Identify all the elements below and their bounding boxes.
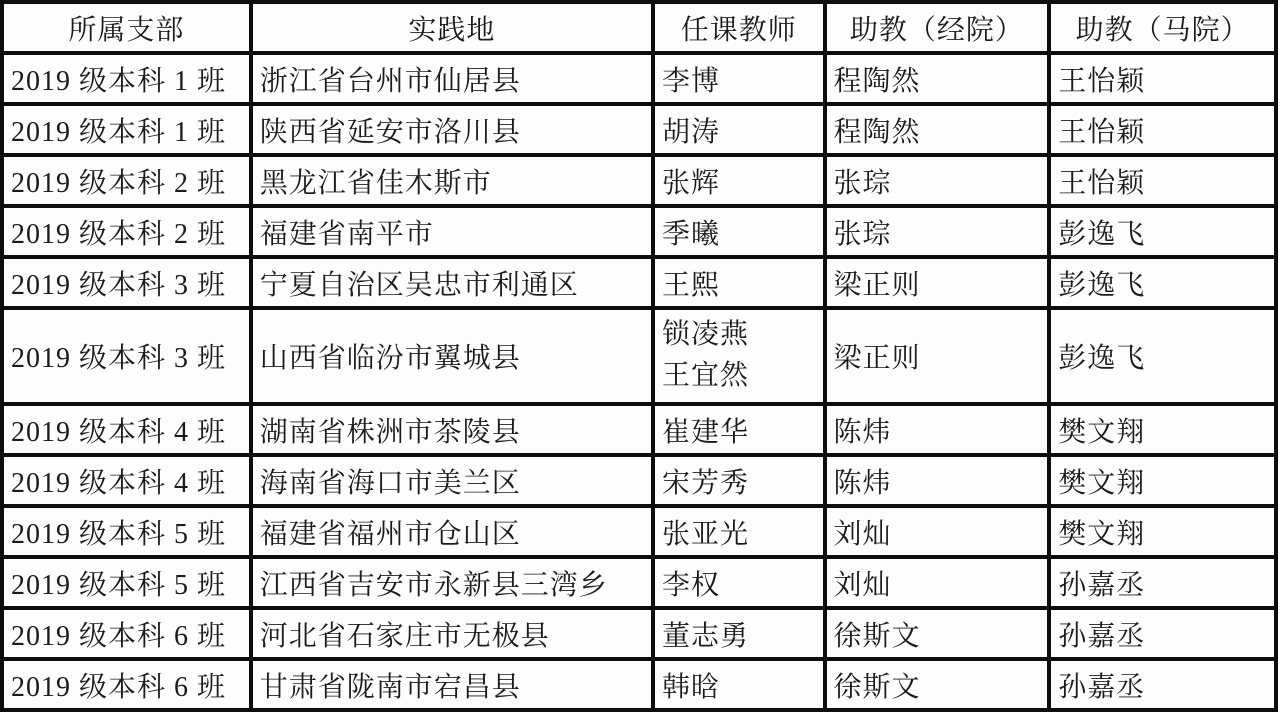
table-row [2,608,1276,659]
cell-branch: 2019 级本科 6 班 [2,659,251,710]
cell-ta-marx: 王怡颖 [1049,155,1276,206]
column-header-ta-marx: 助教（马院） [1049,2,1276,53]
cell-branch: 2019 级本科 3 班 [2,308,251,404]
cell-teacher: 李博 [653,53,825,104]
cell-ta-econ: 程陶然 [825,53,1050,104]
cell-branch: 2019 级本科 3 班 [2,257,251,308]
table-row [2,206,1276,257]
cell-branch: 2019 级本科 1 班 [2,104,251,155]
cell-teacher: 张亚光 [653,506,825,557]
cell-place: 福建省南平市 [251,206,653,257]
cell-ta-econ: 张琮 [825,206,1050,257]
teacher-name-line-1: 锁凌燕 [662,319,750,351]
cell-teacher: 韩晗 [653,659,825,710]
cell-ta-marx: 彭逸飞 [1049,206,1276,257]
cell-ta-econ: 刘灿 [825,506,1050,557]
table-row [2,506,1276,557]
cell-teacher: 季曦 [653,206,825,257]
column-header-ta-econ: 助教（经院） [825,2,1050,53]
table-row [2,308,1276,404]
table-row [2,104,1276,155]
cell-place: 江西省吉安市永新县三湾乡 [251,557,653,608]
cell-teacher: 胡涛 [653,104,825,155]
table-row [2,155,1276,206]
cell-branch: 2019 级本科 1 班 [2,53,251,104]
cell-place: 海南省海口市美兰区 [251,455,653,506]
cell-place: 湖南省株洲市茶陵县 [251,404,653,455]
cell-place: 甘肃省陇南市宕昌县 [251,659,653,710]
cell-teacher: 董志勇 [653,608,825,659]
table-row [2,53,1276,104]
cell-place: 河北省石家庄市无极县 [251,608,653,659]
table-row [2,257,1276,308]
cell-branch: 2019 级本科 2 班 [2,206,251,257]
cell-ta-econ: 梁正则 [825,257,1050,308]
cell-place: 福建省福州市仓山区 [251,506,653,557]
cell-branch: 2019 级本科 5 班 [2,557,251,608]
cell-ta-econ: 张琮 [825,155,1050,206]
cell-place: 山西省临汾市翼城县 [251,308,653,404]
cell-ta-marx: 彭逸飞 [1049,308,1276,404]
cell-ta-marx: 孙嘉丞 [1049,557,1276,608]
cell-ta-econ: 徐斯文 [825,659,1050,710]
cell-ta-econ: 陈炜 [825,455,1050,506]
cell-ta-econ: 陈炜 [825,404,1050,455]
cell-ta-marx: 彭逸飞 [1049,257,1276,308]
cell-ta-econ: 刘灿 [825,557,1050,608]
header-row [2,2,1276,53]
cell-teacher: 张辉 [653,155,825,206]
table-row [2,455,1276,506]
cell-branch: 2019 级本科 6 班 [2,608,251,659]
cell-place: 陕西省延安市洛川县 [251,104,653,155]
cell-ta-marx: 孙嘉丞 [1049,659,1276,710]
cell-ta-marx: 孙嘉丞 [1049,608,1276,659]
cell-teacher: 王熙 [653,257,825,308]
table-row [2,659,1276,710]
cell-ta-marx: 樊文翔 [1049,506,1276,557]
cell-branch: 2019 级本科 4 班 [2,455,251,506]
column-header-branch: 所属支部 [2,2,251,53]
teacher-name-line-2: 王宜然 [662,360,750,391]
column-header-place: 实践地 [251,2,653,53]
cell-place: 黑龙江省佳木斯市 [251,155,653,206]
cell-teacher [653,308,825,404]
cell-ta-marx: 王怡颖 [1049,104,1276,155]
cell-branch: 2019 级本科 5 班 [2,506,251,557]
cell-teacher: 李权 [653,557,825,608]
cell-branch: 2019 级本科 4 班 [2,404,251,455]
cell-ta-econ: 程陶然 [825,104,1050,155]
cell-place: 浙江省台州市仙居县 [251,53,653,104]
cell-teacher: 宋芳秀 [653,455,825,506]
cell-teacher: 崔建华 [653,404,825,455]
cell-ta-econ: 梁正则 [825,308,1050,404]
cell-place: 宁夏自治区吴忠市利通区 [251,257,653,308]
table-row [2,404,1276,455]
column-header-teacher: 任课教师 [653,2,825,53]
cell-ta-marx: 王怡颖 [1049,53,1276,104]
table-row [2,557,1276,608]
cell-branch: 2019 级本科 2 班 [2,155,251,206]
cell-ta-marx: 樊文翔 [1049,455,1276,506]
cell-ta-marx: 樊文翔 [1049,404,1276,455]
cell-ta-econ: 徐斯文 [825,608,1050,659]
